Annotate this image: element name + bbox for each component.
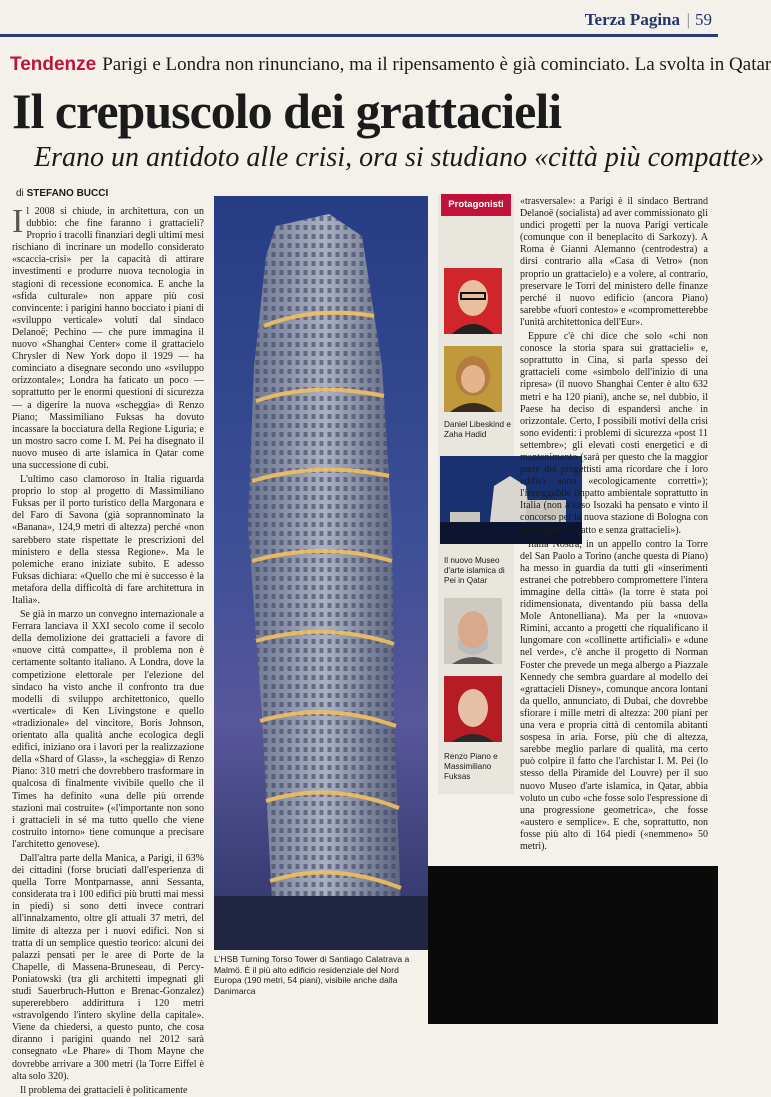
person-icon [444, 268, 502, 334]
tower-photo [214, 196, 428, 950]
section-title: Terza Pagina [584, 10, 680, 29]
page-number: | 59 [687, 10, 712, 30]
kicker-text: Parigi e Londra non rinunciano, ma il ripensamento è già cominciato. La svolta in Qatar [102, 54, 771, 75]
portrait-piano [444, 598, 502, 664]
kicker [10, 54, 771, 76]
col1-paragraph: Dall'altra parte della Manica, a Parigi, il 63% dei cittadini (forse bruciati dall'esperienza di quella Torre Montparnasse, anni Sessanta, considerata tra i 100 edifici più brutti mai messi in piedi) si sono detti invece contrari all'innalzamento, oltre gli attuali 37 metri, del limite di altezza per i nuovi edifici. Non si tratta di un semplice questio teorico: alcuni dei palazzi pensati per le aree di Porte de la Chapelle, di Massena-Bruneseau, di Percy-Poniatowski (tra gli architetti impegnati gli studi Sauerbruch-Hutton e Brenac-Gonzalez) supererebbero addirittura i 120 metri «stravolgendo l'intero skyline della capitale». Viene da chiedersi, a questo punto, che cosa diranno i parigini quando nel 2012 sarà consegnato «Le Phare» di Thom Mayne che dovrebbe arrivare a 300 metri (la Torre Eiffel è alta solo 320). [12, 852, 204, 1082]
drop-cap: I [12, 203, 24, 240]
sidebar-title: Protagonisti [441, 194, 511, 216]
sidebar-caption-2: Il nuovo Museo d'arte islamica di Pei in Qatar [444, 556, 505, 585]
portrait-fuksas [444, 676, 502, 742]
sidebar-caption-1: Daniel Libeskind e Zaha Hadid [444, 420, 511, 439]
col1-paragraph: Il problema dei grattacieli è politicamente [20, 1084, 188, 1096]
sidebar-caption-3: Renzo Piano e Massimiliano Fuksas [444, 752, 498, 781]
photo-caption: L'HSB Turning Torso Tower di Santiago Calatrava a Malmö. È il più alto edificio residenziale del Nord Europa (190 metri, 54 piani), visibile anche dalla Danimarca [214, 954, 410, 996]
subheadline: Erano un antidoto alle crisi, ora si studiano «città più compatte» [34, 142, 765, 173]
article-column-1 [12, 203, 204, 1096]
portrait-libeskind [444, 268, 502, 334]
kicker-label: Tendenze [10, 54, 97, 75]
byline-author: STEFANO BUCCI [26, 188, 109, 199]
person-icon [444, 598, 502, 664]
byline-prefix: di [16, 188, 24, 199]
article-column-3 [520, 196, 708, 861]
headline: Il crepuscolo dei grattacieli [12, 83, 562, 139]
portrait-hadid [444, 346, 502, 412]
byline [16, 188, 108, 199]
col3-paragraph: Italia Nostra, in un appello contro la Torre del San Paolo a Torino (anche questa di Piano) ha messo in guardia da tutti gli «inserimenti estranei che potrebbero compromettere l'intera immagine della città» (la torre è stata poi ridimensionata, diventando più bassa della Mole Antonelliana). Ma per la «nuova» Rimini, accanto a progetti che riqualificano il lungomare con «collinette artificiali» e «dune nel verde», c'è anche il progetto di Norman Foster che prevede un mega albergo a Piazzale Kennedy che sembra guardare al modello dei «grattacieli Disney», comunque ancora lontani da quello, annunciato, di Dubai, che dovrebbe sfiorare i mille metri di altezza: 200 piani per una vera e propria città di centomila abitanti sospesa in aria. Forse, più che di altezza, sarebbe meglio parlare di qualità, ma certo può colpire il fatto che l'archistar I. M. Pei (lo stesso della Piramide del Louvre) per il suo nuovo Museo d'arte islamica, in Qatar, abbia voluto un cubo «che fosse solo l'espressione di una progressione geometrica», che fosse «austero e semplice». E che, soprattutto, non fosse più alto di 164 piedi («nemmeno» 50 metri). [520, 538, 708, 852]
col1-paragraph: Se già in marzo un convegno internazionale a Ferrara lanciava il XXI secolo come il secolo della demolizione dei grattacieli a favore di «nuove città compatte», il problema non è certamente soltanto italiano. A Londra, dove la competizione elettorale per l'elezione del sindaco ha visto anche il confronto tra due modelli di sviluppo architettonico, quello «verticale» di Ken Livingstone e quello «tradizionale» del vincitore, Boris Johnson, orientato alla qualità anche ecologica degli edifici, iniziano ora i lavori per la realizzazione della «Shard of Glass», la «scheggia» di Renzo Piano: 310 metri che dovrebbero trasformare in qualcosa di finalmente vivibile quello che il Times ha definito «una delle più orrende stazioni mai costruite» («l'importante non sono i grattacieli in sé ma tutto quello che viene costruito intorno» tiene comunque a precisare l'architetto genovese). [12, 609, 204, 850]
col1-paragraph: L'ultimo caso clamoroso in Italia riguarda proprio lo stop al progetto di Massimiliano Fuksas per il porto turistico della Margonara e del Faro di Savona (già soprannominato la «Banana», 124,9 metri di altezza) perché «non sarebbero state rispettate le prescrizioni del ministero e della stessa Regione». Ma le polemiche erano iniziate subito. E adesso Fuksas dichiara: «Quello che mi è successo è la metafora della difficoltà di fare architettura in Italia». [12, 474, 204, 606]
person-icon [444, 346, 502, 412]
header-rule [0, 34, 718, 37]
black-advert-block [428, 866, 718, 1024]
person-icon [444, 676, 502, 742]
col3-paragraph: Eppure c'è chi dice che solo «chi non conosce la storia spara sui grattacieli» e, soprattutto in Cina, si parla spesso dei grattacieli come «simbolo dell'inizio di una ripresa» (il nuovo Shanghai Center è alto 632 metri e ha 120 piani), anche se, nel dubbio, il Paese ha deciso di espandersi anche in orizzontale. Certo, I possibili motivi della crisi sono evidenti: i problemi di sicurezza «post 11 settembre»; gli elevati costi energetici e di mantenimento (sarà per questo che la maggior parte dei progettisti ama ricordare che i loro edifici sono «ecologicamente corretti»); l'inneggabile impatto ambientale soprattutto in Italia (non a caso Isozaki ha pensato e vinto il concorso per la nuova stazione di Bologna con un progetto «piatto e senza grattacieli»). [520, 331, 708, 536]
col3-paragraph: «trasversale»: a Parigi è il sindaco Bertrand Delanoë (socialista) ad aver commissionato gli undici progetti per la nuova Parigi verticale (comunque con il beneplacito di Sarkozy). A Roma è Gianni Alemanno (centrodestra) a dirsi contrario alla «Casa di Vetro» (non proprio un grattacielo) e a volere, al contrario, preservare le Torri del ministero delle finanze perché il nuovo edificio (ancora Piano) sarebbe «fuori contesto» e «comprometterebbe l'unità architettonica dell'Eur». [520, 196, 708, 328]
col1-paragraph: l 2008 si chiude, in architettura, con un dubbio: che fine faranno i grattacieli? Proprio i tracolli finanziari degli ultimi mesi rischiano di incrinare un modello considerato «scaccia-crisi» per la capacità di attirare investimenti e produrre nuova tecnologia in stagioni di recessione economica. E anche la «sfida culturale» non appare più così convincente: i parigini hanno bocciato i piani di «sviluppo verticale» voluti dal sindaco Delanoë; Pechino — che pure immagina il nuovo «Shanghai Center» come il grattacielo Chrysler di New York dopo il 1929 — ha cominciato a disegnare secondo uno «sviluppo orizzontale»; Londra ha faticato un poco — soprattutto per le enormi questioni di sicurezza — a digerire la nuova «scheggia» di Renzo Piano; Massimiliano Fuksas ha dovuto incassare la bocciatura della Regione Liguria; e un mostro sacro come I. M. Pei ha disegnato il nuovo museo di arte islamica in Qatar come una successione di cubi. [12, 206, 204, 471]
turning-torso-illustration [214, 196, 428, 950]
